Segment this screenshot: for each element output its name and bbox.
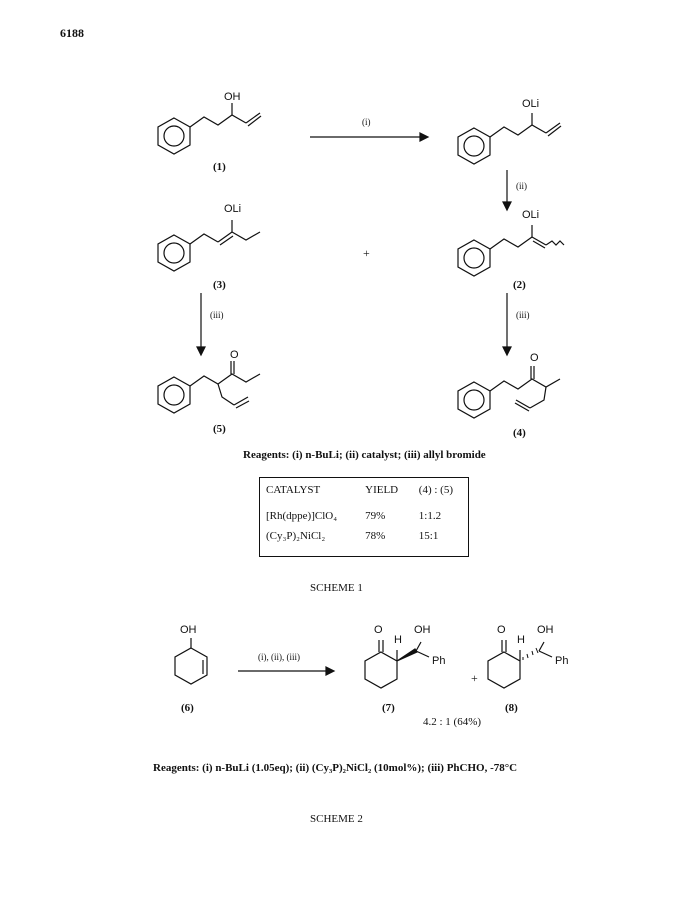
header-ratio: (4) : (5) xyxy=(418,484,453,496)
page-number: 6188 xyxy=(60,26,84,40)
cell-catalyst: [Rh(dppe)]ClO₄ xyxy=(266,510,338,522)
scheme-2-caption: SCHEME 2 xyxy=(310,813,363,825)
hydroxyl-label: OH xyxy=(414,624,431,636)
table-row xyxy=(260,526,469,557)
plus-sign: + xyxy=(363,246,370,260)
plus-sign: + xyxy=(471,671,478,685)
compound-8-label: (8) xyxy=(505,702,518,714)
oli-label: OLi xyxy=(522,98,540,110)
reaction-arrow-scheme-2 xyxy=(238,664,334,678)
benzene-ring xyxy=(458,128,490,164)
cyclohexanone-ring xyxy=(365,652,397,688)
cell-yield: 78% xyxy=(365,530,386,542)
compound-1-label: (1) xyxy=(213,161,226,173)
scheme-2-reagents: Reagents: (i) n-BuLi (1.05eq); (ii) (Cy₃P)₂NiCl₂ (10mol%); (iii) PhCHO, -78°C xyxy=(153,762,518,774)
product-ratio: 4.2 : 1 (64%) xyxy=(423,716,482,728)
scheme-1-reagents: Reagents: (i) n-BuLi; (ii) catalyst; (iii) allyl bromide xyxy=(243,449,486,461)
compound-7-label: (7) xyxy=(382,702,395,714)
structure-compound-3 xyxy=(140,210,290,290)
scheme-1-caption: SCHEME 1 xyxy=(310,582,363,594)
benzene-ring xyxy=(158,118,190,154)
compound-6-label: (6) xyxy=(181,702,194,714)
cell-yield: 79% xyxy=(365,510,386,522)
scheme-2-conditions: (i), (ii), (iii) xyxy=(258,652,300,662)
side-chain xyxy=(490,237,532,249)
structure-compound-8 xyxy=(478,630,598,700)
oli-label: OLi xyxy=(224,203,242,215)
cell-catalyst: (Cy₃P)₂NiCl₂ xyxy=(266,530,326,542)
table-header-row xyxy=(260,478,469,507)
benzene-ring xyxy=(158,235,190,271)
hydrogen-label: H xyxy=(394,634,402,646)
reaction-arrow-iii-left xyxy=(194,293,208,355)
structure-compound-6 xyxy=(165,630,225,700)
carbonyl-label: O xyxy=(374,624,383,636)
side-chain xyxy=(190,374,260,386)
hydrogen-label: H xyxy=(517,634,525,646)
side-chain xyxy=(190,234,218,244)
header-catalyst: CATALYST xyxy=(266,484,321,496)
carbonyl-label: O xyxy=(530,352,539,364)
reaction-arrow-i xyxy=(310,130,430,144)
reaction-arrow-ii xyxy=(500,170,514,210)
step-ii-label: (ii) xyxy=(516,181,527,191)
oli-label: OLi xyxy=(522,209,540,221)
compound-2-label: (2) xyxy=(513,279,526,291)
reaction-arrow-iii-right xyxy=(500,293,514,355)
hydroxyl-label: OH xyxy=(224,91,241,103)
benzene-ring xyxy=(458,240,490,276)
compound-5-label: (5) xyxy=(213,423,226,435)
hydroxyl-label: OH xyxy=(537,624,554,636)
structure-compound-1 xyxy=(140,85,290,165)
compound-4-label: (4) xyxy=(513,427,526,439)
step-iii-left-label: (iii) xyxy=(210,310,224,320)
cell-ratio: 1:1.2 xyxy=(418,510,442,522)
step-iii-right-label: (iii) xyxy=(516,310,530,320)
catalyst-table xyxy=(259,477,469,557)
hydroxyl-label: OH xyxy=(180,624,197,636)
side-chain xyxy=(490,125,546,137)
side-chain xyxy=(190,115,246,127)
benzene-ring xyxy=(158,377,190,413)
phenyl-label: Ph xyxy=(432,655,446,667)
cyclohexene-ring xyxy=(175,648,207,684)
structure-lithium-alkoxide xyxy=(440,95,590,175)
side-chain xyxy=(490,379,560,391)
carbonyl-label: O xyxy=(230,349,239,361)
table-row xyxy=(260,506,469,526)
structure-compound-7 xyxy=(355,630,475,700)
benzene-ring xyxy=(458,382,490,418)
header-yield: YIELD xyxy=(365,484,399,496)
cell-ratio: 15:1 xyxy=(418,530,439,542)
compound-3-label: (3) xyxy=(213,279,226,291)
step-i-label: (i) xyxy=(362,117,371,127)
phenyl-label: Ph xyxy=(555,655,569,667)
carbonyl-label: O xyxy=(497,624,506,636)
cyclohexanone-ring xyxy=(488,652,520,688)
